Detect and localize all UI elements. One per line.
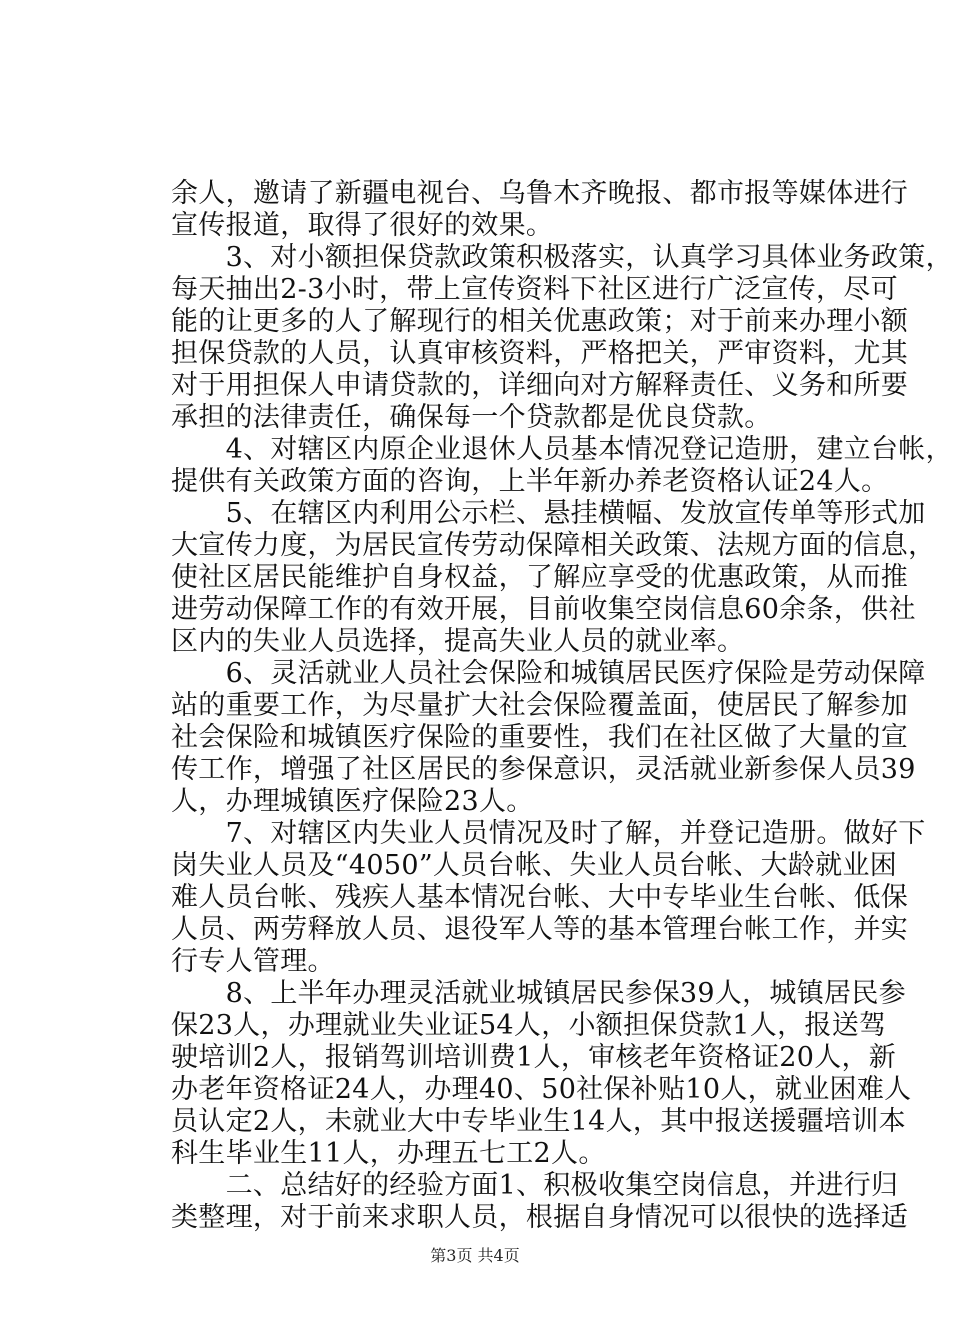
text-line: 进劳动保障工作的有效开展，目前收集空岗信息60余条，供社: [171, 594, 916, 625]
text-line: 余人，邀请了新疆电视台、乌鲁木齐晚报、都市报等媒体进行: [171, 178, 909, 209]
text-line: 对于用担保人申请贷款的，详细向对方解释责任、义务和所要: [171, 370, 909, 401]
text-line: 岗失业人员及“4050”人员台帐、失业人员台帐、大龄就业困: [171, 850, 898, 881]
text-line: 社会保险和城镇医疗保险的重要性，我们在社区做了大量的宣: [171, 722, 909, 753]
text-line: 传工作，增强了社区居民的参保意识，灵活就业新参保人员39: [171, 754, 916, 785]
text-line: 7、对辖区内失业人员情况及时了解，并登记造册。做好下: [171, 818, 926, 849]
text-line: 科生毕业生11人，办理五七工2人。: [171, 1138, 606, 1169]
text-line: 人员、两劳释放人员、退役军人等的基本管理台帐工作，并实: [171, 914, 909, 945]
text-line: 难人员台帐、残疾人基本情况台帐、大中专毕业生台帐、低保: [171, 882, 909, 913]
text-line: 能的让更多的人了解现行的相关优惠政策；对于前来办理小额: [171, 306, 909, 337]
text-line: 每天抽出2-3小时，带上宣传资料下社区进行广泛宣传，尽可: [171, 274, 898, 305]
text-line: 驶培训2人，报销驾训培训费1人，审核老年资格证20人，新: [171, 1042, 897, 1073]
text-line: 承担的法律责任，确保每一个贷款都是优良贷款。: [171, 402, 772, 433]
text-line: 区内的失业人员选择，提高失业人员的就业率。: [171, 626, 745, 657]
text-line: 大宣传力度，为居民宣传劳动保障相关政策、法规方面的信息，: [171, 530, 936, 561]
text-line: 类整理，对于前来求职人员，根据自身情况可以很快的选择适: [171, 1202, 909, 1233]
text-line: 3、对小额担保贷款政策积极落实，认真学习具体业务政策，: [171, 242, 953, 273]
text-line: 行专人管理。: [171, 946, 335, 977]
text-line: 二、总结好的经验方面1、积极收集空岗信息，并进行归: [171, 1170, 899, 1201]
text-line: 宣传报道，取得了很好的效果。: [171, 210, 554, 241]
text-line: 员认定2人，未就业大中专毕业生14人，其中报送援疆培训本: [171, 1106, 906, 1137]
page-number-footer: 第3页 共4页: [430, 1246, 520, 1265]
text-line: 提供有关政策方面的咨询，上半年新办养老资格认证24人。: [171, 466, 889, 497]
text-line: 6、灵活就业人员社会保险和城镇居民医疗保险是劳动保障: [171, 658, 926, 689]
text-line: 担保贷款的人员，认真审核资料，严格把关，严审资料，尤其: [171, 338, 909, 369]
text-line: 站的重要工作，为尽量扩大社会保险覆盖面，使居民了解参加: [171, 690, 909, 721]
text-line: 保23人，办理就业失业证54人，小额担保贷款1人，报送驾: [171, 1010, 887, 1041]
text-line: 使社区居民能维护自身权益，了解应享受的优惠政策，从而推: [171, 562, 909, 593]
text-line: 8、上半年办理灵活就业城镇居民参保39人，城镇居民参: [171, 978, 906, 1009]
text-line: 人，办理城镇医疗保险23人。: [171, 786, 534, 817]
text-line: 5、在辖区内利用公示栏、悬挂横幅、发放宣传单等形式加: [171, 498, 926, 529]
text-line: 4、对辖区内原企业退休人员基本情况登记造册，建立台帐，: [171, 434, 953, 465]
text-line: 办老年资格证24人，办理40、50社保补贴10人，就业困难人: [171, 1074, 912, 1105]
